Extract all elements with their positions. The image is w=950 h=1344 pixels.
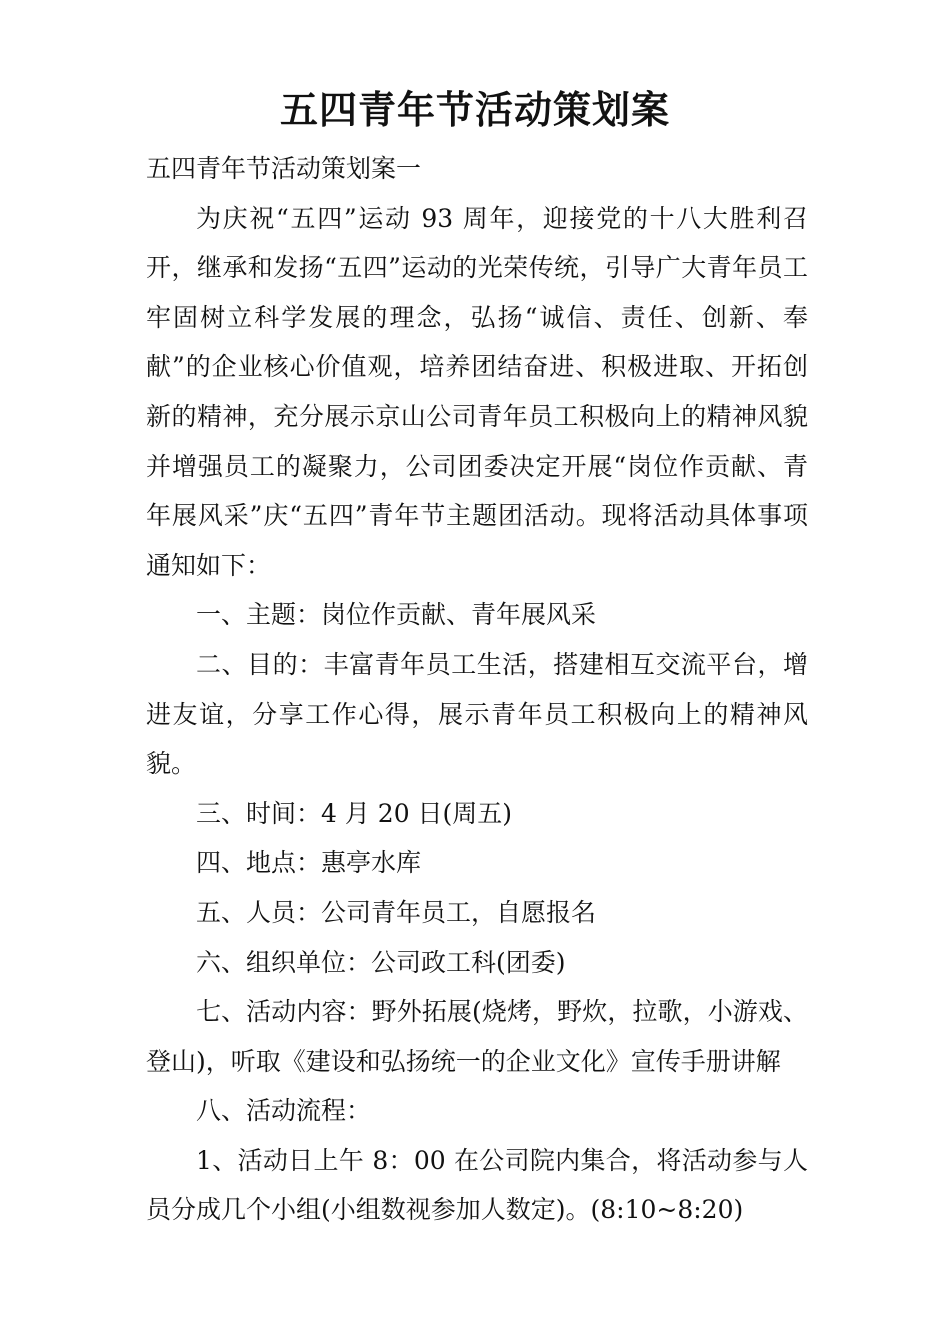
section-heading: 五四青年节活动策划案一 [146,154,422,183]
document-title: 五四青年节活动策划案 [279,87,670,132]
item-location: 四、地点：惠亭水库 [196,848,422,878]
item-theme: 一、主题：岗位作贡献、青年展风采 [196,600,597,630]
item-time: 三、时间：4 月 20 日(周五) [196,798,513,828]
document-body [146,144,808,1235]
item-organizer: 六、组织单位：公司政工科(团委) [196,947,566,977]
item-process-step-1: 1、活动日上午 8：00 在公司院内集合，将活动参与人员分成几个小组(小组数视参加人数定)。(8:10~8:20) [146,1145,808,1225]
item-content: 七、活动内容：野外拓展(烧烤，野炊，拉歌，小游戏、登山)，听取《建设和弘扬统一的企业文化》宣传手册讲解 [146,997,808,1076]
intro-paragraph: 为庆祝“五四”运动 93 周年，迎接党的十八大胜利召开，继承和发扬“五四”运动的光荣传统，引导广大青年员工牢固树立科学发展的理念，弘扬“诚信、责任、创新、奉献”的企业核心价值观，培养团结奋进、积极进取、开拓创新的精神，充分展示京山公司青年员工积极向上的精神风貌并增强员工的凝聚力，公司团委决定开展“岗位作贡献、青年展风采”庆“五四”青年节主题团活动。现将活动具体事项通知如下： [146,203,808,580]
item-participants: 五、人员：公司青年员工，自愿报名 [196,897,597,927]
item-purpose: 二、目的：丰富青年员工生活，搭建相互交流平台，增进友谊，分享工作心得，展示青年员工积极向上的精神风貌。 [146,649,808,779]
item-process-heading: 八、活动流程： [196,1096,372,1126]
